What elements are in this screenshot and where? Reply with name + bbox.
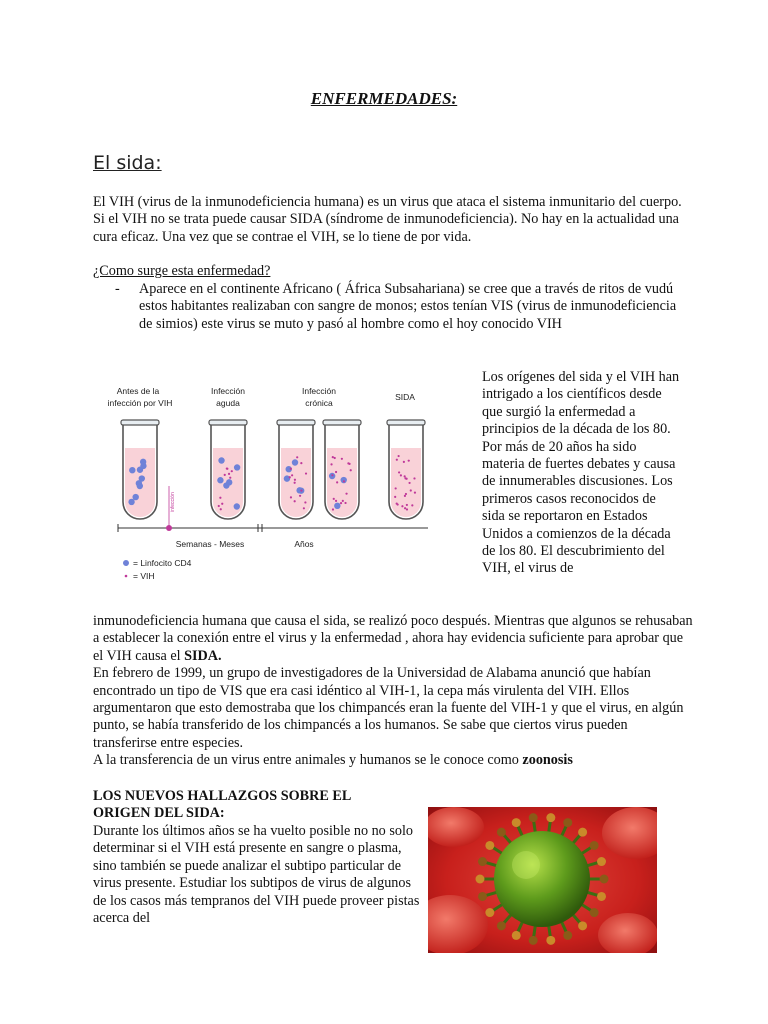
test-tube <box>209 420 247 519</box>
hiv-particle <box>333 498 335 500</box>
continuation-paragraph <box>93 613 693 770</box>
tube-rim <box>121 420 159 425</box>
axis-label-weeks: Semanas - Meses <box>175 539 245 549</box>
hiv-particle <box>224 474 226 476</box>
virus-spike-tip <box>476 875 485 884</box>
hiv-particle <box>396 459 398 461</box>
bullet-marker: - <box>115 281 120 297</box>
section-heading: El sida: <box>93 152 162 174</box>
cd4-cell <box>223 482 229 488</box>
axis-label-years: Años <box>294 539 314 549</box>
virus-spike-tip <box>590 908 599 917</box>
cd4-cell <box>140 463 146 469</box>
cd4-cell <box>129 467 135 473</box>
virus-spike-tip <box>563 931 572 940</box>
virus-spike-tip <box>485 841 494 850</box>
legend-cd4-icon <box>123 560 129 566</box>
hiv-particle <box>218 505 220 507</box>
virus-spike-tip <box>546 936 555 945</box>
hiv-particle <box>289 476 291 478</box>
virus-spike-tip <box>529 936 538 945</box>
virus-spike-tip <box>590 841 599 850</box>
test-tubes <box>121 420 425 519</box>
hiv-particle <box>414 492 416 494</box>
last-paragraph: Durante los últimos años se ha vuelto posible no no solo determinar si el VIH está presente en sangre o plasma, sino también se puede analizar el subtipo particular de virus presente. Estudiar los subtipos de virus de algunos de los casos más tempranos del VIH puede proveer pistas acerca del <box>93 823 420 927</box>
virus-spike-tip <box>512 818 521 827</box>
hiv-particle <box>291 474 293 476</box>
hiv-particle <box>401 505 403 507</box>
hiv-particle <box>394 496 396 498</box>
hiv-particle <box>404 475 406 477</box>
test-tube <box>277 420 315 519</box>
cd4-cell <box>334 503 340 509</box>
virus-highlight <box>512 851 540 879</box>
virus-spike-tip <box>529 813 538 822</box>
hiv-particle <box>231 470 233 472</box>
virus-spike-tip <box>578 921 587 930</box>
virus-spike-tip <box>485 908 494 917</box>
cd4-cell <box>234 503 240 509</box>
virus-spike-tip <box>597 892 606 901</box>
hiv-particle <box>406 504 408 506</box>
virus-spike-tip <box>512 931 521 940</box>
virus-spike-tip <box>600 875 609 884</box>
continuation-bold-sida: SIDA. <box>184 647 222 664</box>
hiv-particle <box>350 469 352 471</box>
continuation-text-1: inmunodeficiencia humana que causa el sida, se realizó poco después. Mientras que algunos se rehusaban a establecer la conexión entre el virus y la enfermedad , ahora hay evidencia suficiente para aprobar que el VIH causa el <box>93 613 693 664</box>
hiv-particle <box>336 481 338 483</box>
virus-illustration <box>428 807 657 953</box>
hiv-particle <box>398 471 400 473</box>
stage2-label-line1: Infección <box>210 386 246 396</box>
hiv-particle <box>228 473 230 475</box>
hiv-particle <box>406 478 408 480</box>
hiv-particle <box>408 460 410 462</box>
hiv-particle <box>406 508 408 510</box>
cd4-cell <box>218 457 224 463</box>
virus-spike-tip <box>497 921 506 930</box>
hiv-particle <box>304 501 306 503</box>
cd4-cell <box>128 499 134 505</box>
tube-rim <box>323 420 361 425</box>
hiv-particle <box>403 461 405 463</box>
virus-core <box>494 831 590 927</box>
question-heading: ¿Como surge esta enfermedad? <box>93 263 271 279</box>
hiv-particle <box>405 493 407 495</box>
page-title: ENFERMEDADES: <box>310 89 458 108</box>
hiv-particle <box>404 495 406 497</box>
virus-spike-tip <box>478 857 487 866</box>
hiv-particle <box>290 468 292 470</box>
hiv-particle <box>330 463 332 465</box>
test-tube <box>387 420 425 519</box>
tube-rim <box>277 420 315 425</box>
hiv-particle <box>290 496 292 498</box>
test-tube <box>323 420 361 519</box>
virus-spike-tip <box>478 892 487 901</box>
hiv-particle <box>341 458 343 460</box>
cd4-cell <box>292 459 298 465</box>
hiv-particle <box>335 500 337 502</box>
hiv-particle <box>344 502 346 504</box>
hiv-particle <box>220 508 222 510</box>
subheading: LOS NUEVOS HALLAZGOS SOBRE EL ORIGEN DEL SIDA: <box>93 788 351 822</box>
hiv-particle <box>408 482 410 484</box>
cd4-cell <box>139 475 145 481</box>
hiv-particle <box>334 457 336 459</box>
hiv-particle <box>397 503 399 505</box>
hiv-particle <box>342 500 344 502</box>
hiv-stages-figure <box>98 376 438 588</box>
tube-liquid <box>391 448 421 517</box>
hiv-particle <box>219 497 221 499</box>
hiv-particle <box>347 462 349 464</box>
hiv-particle <box>300 489 302 491</box>
stage4-label: SIDA <box>395 392 415 402</box>
continuation-bold-zoonosis: zoonosis <box>522 752 573 769</box>
tube-rim <box>387 420 425 425</box>
hiv-particle <box>343 480 345 482</box>
cd4-cell <box>132 494 138 500</box>
hiv-particle <box>226 468 228 470</box>
tube-liquid <box>281 448 311 517</box>
stage3-label-line2: crónica <box>305 398 333 408</box>
test-tube <box>121 420 159 519</box>
infection-point <box>166 525 172 531</box>
continuation-text-3: A la transferencia de un virus entre animales y humanos se le conoce como <box>93 752 523 769</box>
cd4-cell <box>217 477 223 483</box>
hiv-particle <box>340 502 342 504</box>
hiv-particle <box>294 500 296 502</box>
cd4-cell <box>234 464 240 470</box>
hiv-particle <box>410 489 412 491</box>
continuation-text-2: En febrero de 1999, un grupo de investigadores de la Universidad de Alabama anunció que habían encontrado un tipo de VIS que era casi idéntico al VIH-1, la cepa más virulenta del VIH. Ellos argumentaron que esto demostraba que los chimpancés eran la fuente del VIH-1 y que el virus, en algún punto, se había transferido de los chimpancés a los humanos. Se sabe que ciertos virus pueden transferirse entre especies. <box>93 665 684 751</box>
side-paragraph: Los orígenes del sida y el VIH han intrigado a los científicos desde que surgió la enfermedad a principios de la década de los 80. Por más de 20 años ha sido materia de fuertes debates y causa de innumerables discusiones. Los primeros casos reconocidos de sida se reportaron en Estados Unidos a comienzos de la década de los 80. El descubrimiento del VIH, el virus de <box>482 369 680 577</box>
hiv-particle <box>305 472 307 474</box>
intro-paragraph: El VIH (virus de la inmunodeficiencia humana) es un virus que ataca el sistema inmunitario del cuerpo. Si el VIH no se trata puede causar SIDA (síndrome de inmunodeficiencia). No hay en la actualidad una cura eficaz. Una vez que se contrae el VIH, se lo tiene de por vida. <box>93 194 682 245</box>
hiv-particle <box>303 507 305 509</box>
virus-spike-tip <box>578 828 587 837</box>
stage3-label-line1: Infección <box>301 386 337 396</box>
hiv-particle <box>331 474 333 476</box>
stage2-label-line2: aguda <box>216 398 240 408</box>
hiv-particle <box>413 477 415 479</box>
hiv-particle <box>398 455 400 457</box>
virus-spike-tip <box>497 828 506 837</box>
hiv-particle <box>229 477 231 479</box>
stage1-label-line1: Antes de la <box>116 386 160 396</box>
virus-spike-tip <box>597 857 606 866</box>
legend-hiv-icon <box>125 575 128 578</box>
hiv-particle <box>221 503 223 505</box>
hiv-particle <box>299 495 301 497</box>
hiv-particle <box>411 504 413 506</box>
hiv-particle <box>400 474 402 476</box>
hiv-particle <box>332 508 334 510</box>
infection-marker-label: infección <box>170 492 176 512</box>
legend-hiv-label: = VIH <box>133 571 155 581</box>
tube-rim <box>209 420 247 425</box>
virus-spike-tip <box>546 813 555 822</box>
hiv-particle <box>335 471 337 473</box>
hiv-particle <box>345 493 347 495</box>
stage1-label-line2: infección por VIH <box>107 398 173 408</box>
hiv-particle <box>294 479 296 481</box>
virus-spike-tip <box>563 818 572 827</box>
hiv-particle <box>300 462 302 464</box>
hiv-particle <box>296 456 298 458</box>
hiv-particle <box>332 456 334 458</box>
hiv-particle <box>294 482 296 484</box>
bullet-text: Aparece en el continente Africano ( África Subsahariana) se cree que a través de ritos de vudú estos habitantes realizaban con sangre de monos; estos tenían VIS (virus de inmunodeficiencia de simios) este virus se muto y pasó al hombre como el hoy conocido VIH <box>139 281 677 332</box>
legend-cd4-label: = Linfocito CD4 <box>133 558 192 568</box>
hiv-particle <box>404 507 406 509</box>
hiv-particle <box>395 487 397 489</box>
